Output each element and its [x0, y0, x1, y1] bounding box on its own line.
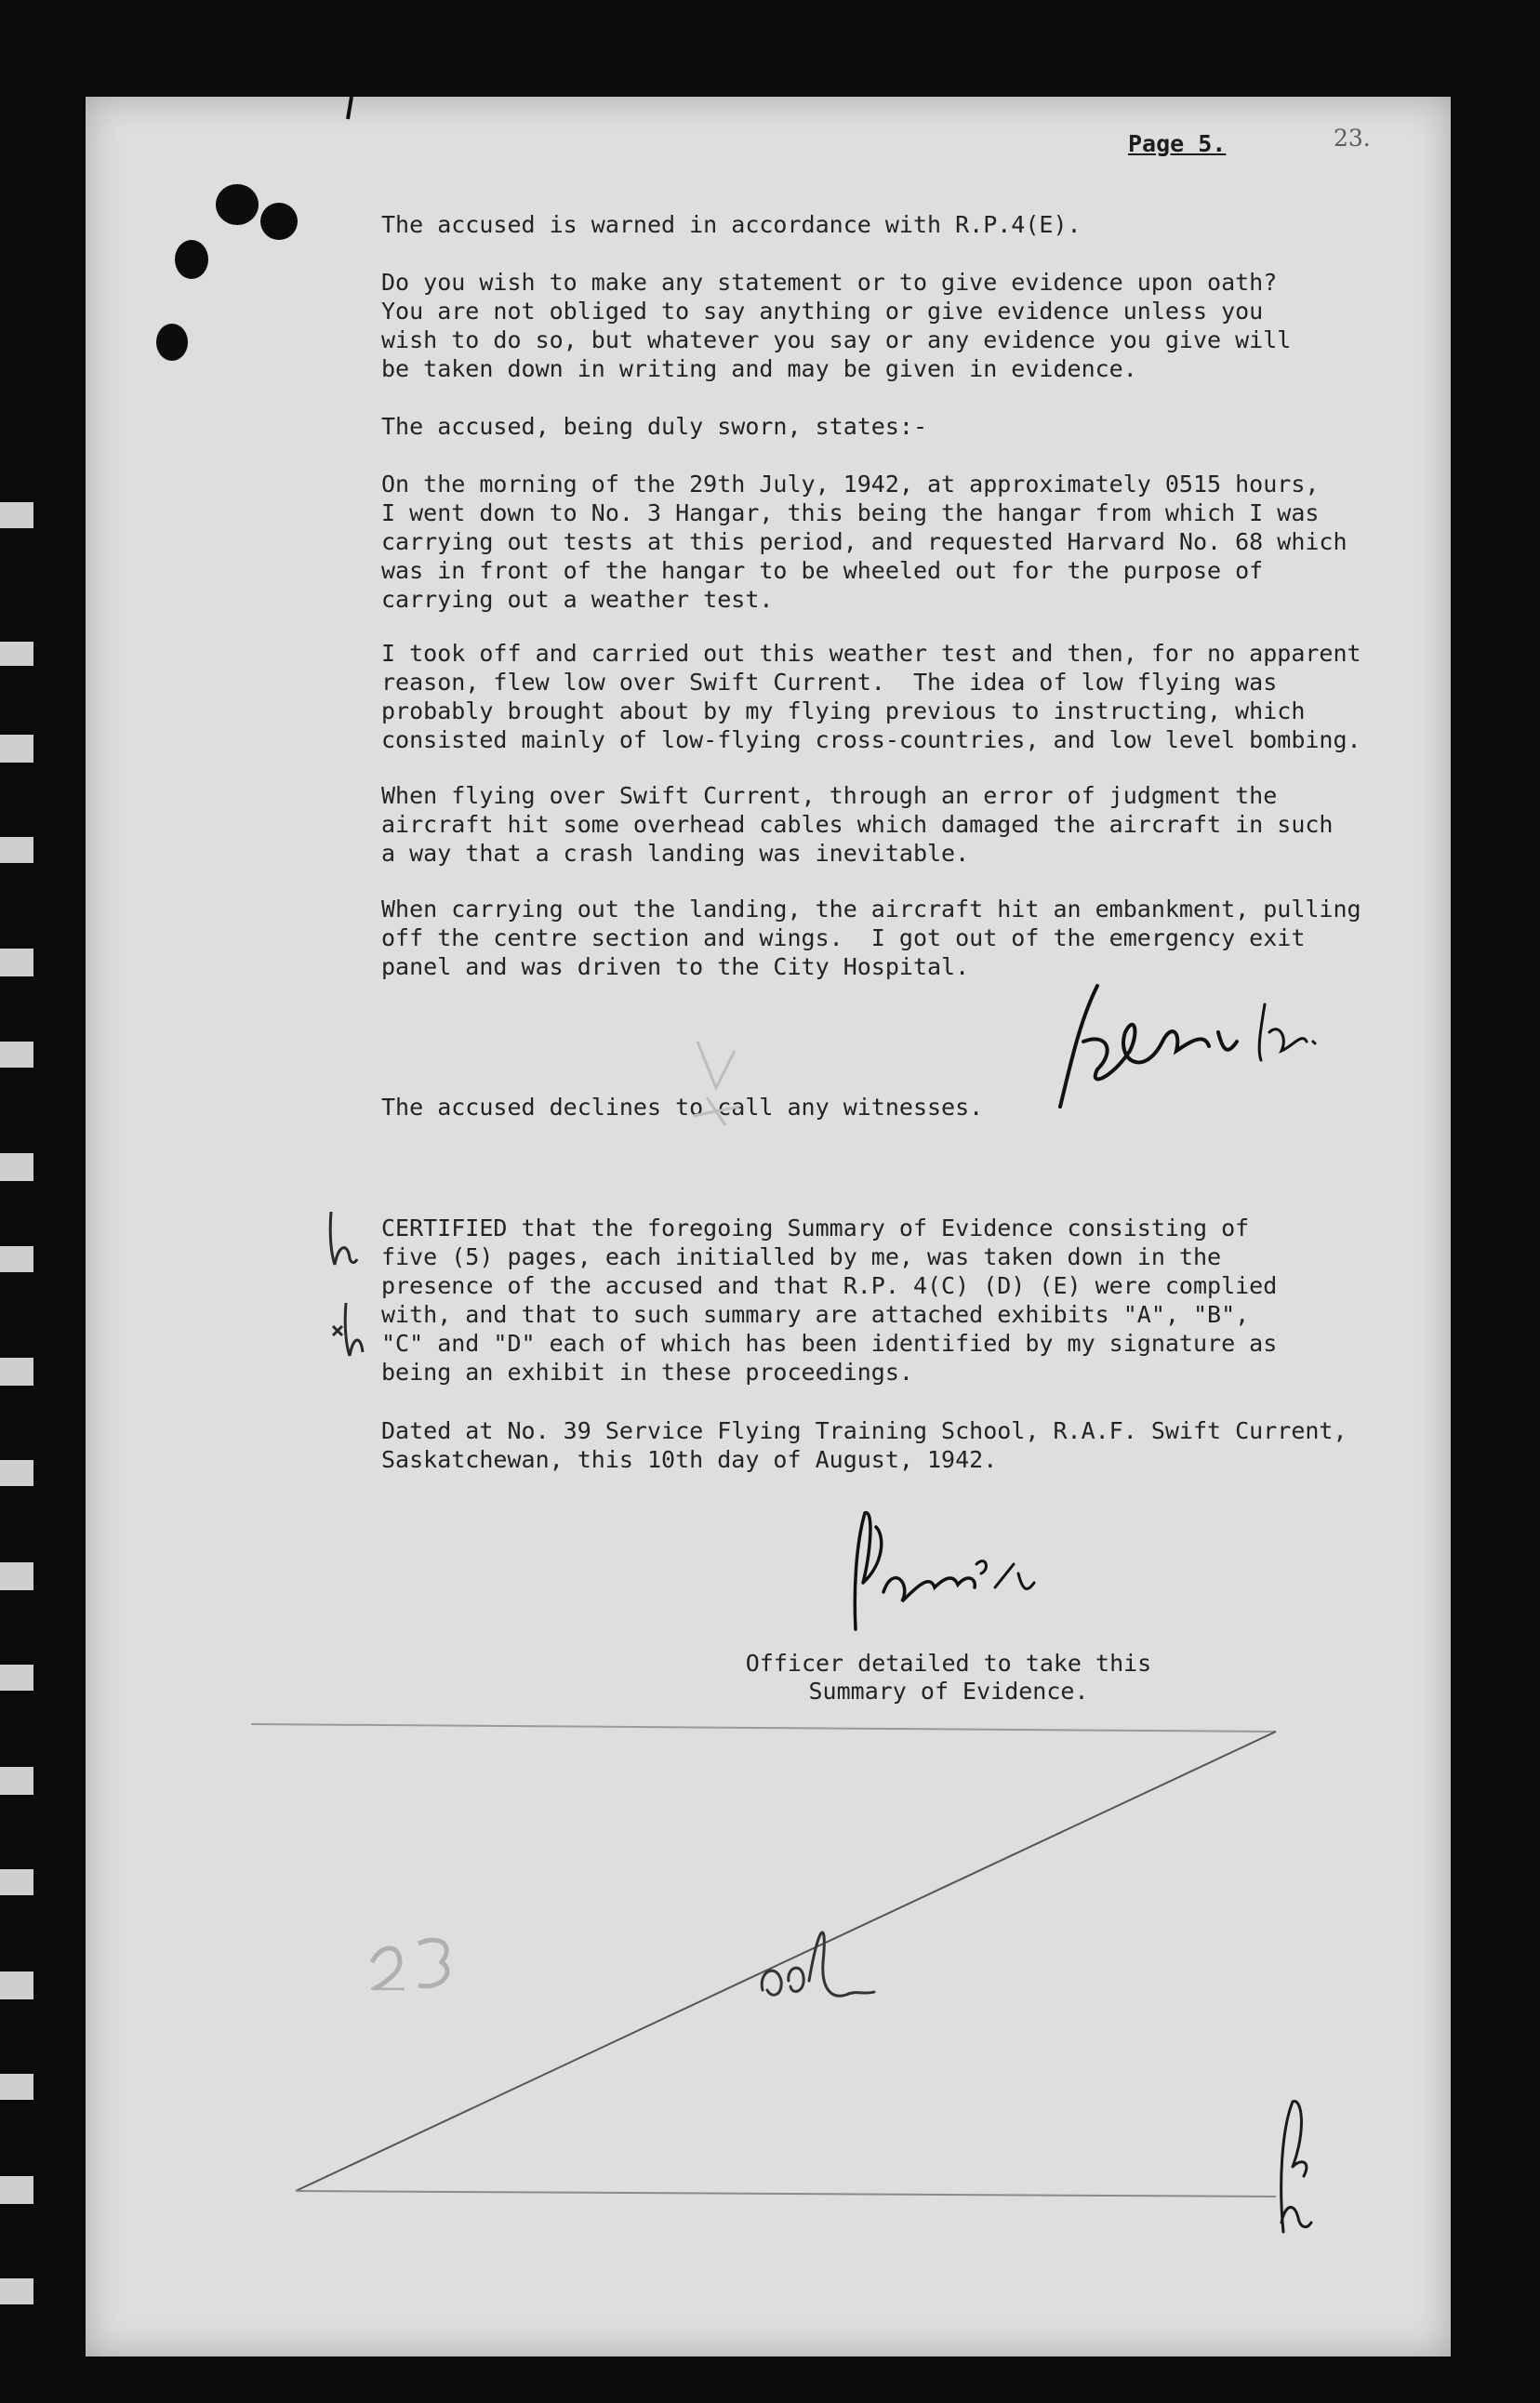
- sworn-line: The accused, being duly sworn, states:-: [381, 413, 927, 440]
- statement-paragraph-2: I took off and carried out this weather test and then, for no apparent reason, flew low over Swift Current. The idea of low flying was probably brought about by my flying previous to instructing, which consisted mainly of low-flying cross-countries, and low level bombing.: [381, 640, 1361, 753]
- stray-mark: [342, 95, 361, 123]
- page-label: Page 5.: [1128, 130, 1227, 157]
- officer-caption-line-1: Officer detailed to take this: [745, 1650, 1152, 1677]
- statement-paragraph-4: When carrying out the landing, the aircraft hit an embankment, pulling off the centre section and wings. I got out of the emergency exit panel and was driven to the City Hospital.: [381, 896, 1361, 980]
- statement-paragraph-3: When flying over Swift Current, through an error of judgment the aircraft hit some overhead cables which damaged the aircraft in such a way that a crash landing was inevitable.: [381, 782, 1334, 867]
- officer-caption-line-2: Summary of Evidence.: [808, 1678, 1089, 1705]
- witnesses-line: The accused declines to call any witnesses.: [381, 1094, 984, 1121]
- dated-paragraph: Dated at No. 39 Service Flying Training School, R.A.F. Swift Current, Saskatchewan, this 10th day of August, 1942.: [381, 1417, 1348, 1473]
- caution-paragraph: Do you wish to make any statement or to give evidence upon oath? You are not obliged to say anything or give evidence unless you wish to do so, but whatever you say or any evidence you give will be taken down in writing and may be given in evidence.: [381, 269, 1292, 382]
- faint-impression: [344, 1925, 484, 1990]
- certified-paragraph: CERTIFIED that the foregoing Summary of Evidence consisting of five (5) pages, each initialled by me, was taken down in the presence of the accused and that R.P. 4(C) (D) (E) were complied with, and that to such summary are attached exhibits "A", "B", "C" and "D" each of which has been identified by my signature as being an exhibit in these proceedings.: [381, 1215, 1278, 1386]
- folio-number: 23.: [1334, 125, 1371, 152]
- cancellation-initial: [744, 1906, 883, 2018]
- statement-paragraph-1: On the morning of the 29th July, 1942, at approximately 0515 hours, I went down to No. 3 Hangar, this being the hangar from which I was carrying out tests at this period, and requested Harvard No. 68 which was in front of the hangar to be wheeled out for the purpose of carrying out a weather test.: [381, 471, 1348, 613]
- bottom-right-initial: [1265, 2092, 1330, 2241]
- warning-line: The accused is warned in accordance with R.P.4(E).: [381, 211, 1082, 238]
